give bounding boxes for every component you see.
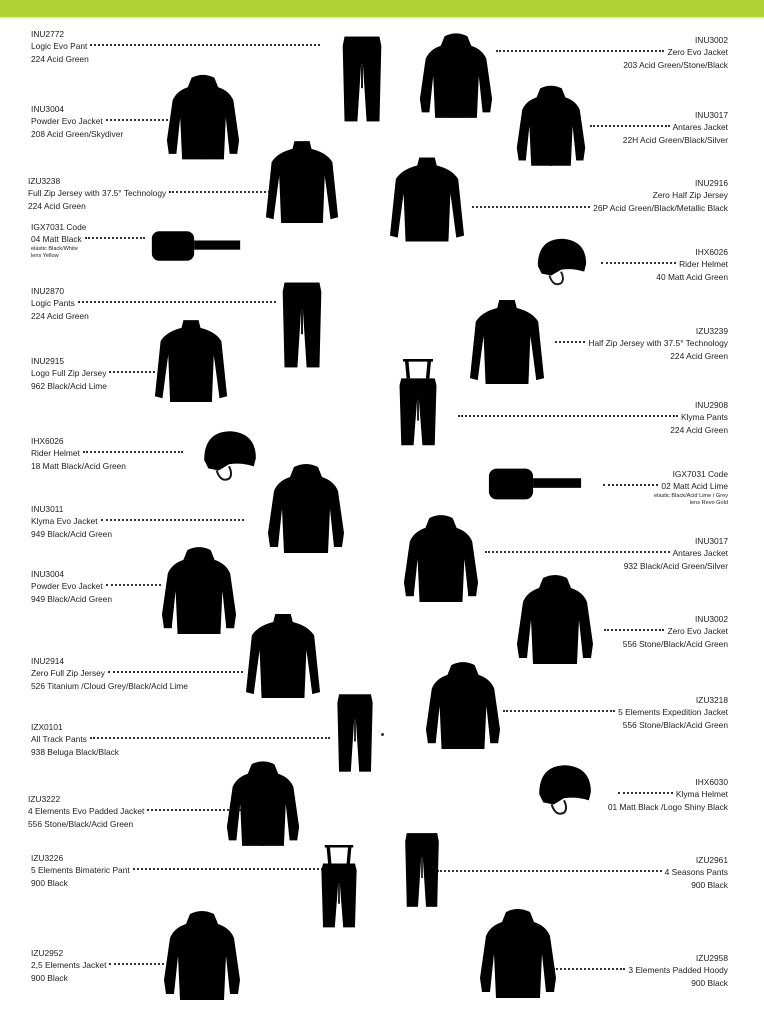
product-image-bib-icon [318,818,360,956]
product-code: IZX0101 [31,722,63,732]
product-code: INU2915 [31,356,65,366]
product-detail: elastic Black/Acid Lime / Grey [654,492,728,499]
product-name: Antares Jacket [587,121,728,133]
product-code: INU3017 [694,536,728,546]
product-code: IZU2952 [31,948,64,958]
product-name: Logo Full Zip Jersey [31,367,158,379]
product-name: Zero Evo Jacket [601,625,728,637]
product-color: 932 Black/Acid Green/Silver [623,560,728,571]
product-color: 900 Black [31,877,68,888]
product-image-jersey-icon [244,604,322,714]
product-code: INU3002 [694,614,728,624]
product-image-jacket-icon [402,505,480,617]
product-code: INU3017 [694,110,728,120]
product-image-pants-icon [334,674,376,792]
product-image-jersey-icon [264,137,340,233]
product-image-jacket-icon [424,652,502,764]
product-name: Zero Full Zip Jersey [31,667,246,679]
product-name: Zero Evo Jacket [493,46,728,58]
product-name: Logic Evo Pant [31,40,323,52]
product-color: 900 Black [691,879,728,890]
product-image-jacket-icon [515,78,587,178]
product-color: 556 Stone/Black/Acid Green [622,638,728,649]
product-code: IHX6026 [31,436,64,446]
product-color: 526 Titanium /Cloud Grey/Black/Acid Lime [31,680,188,691]
product-name: Klyma Pants [455,411,728,423]
product-name: 5 Elements Bimateric Pant [31,864,326,876]
product-name: 4 Seasons Pants [434,866,728,878]
product-color: 556 Stone/Black/Acid Green [622,719,728,730]
product-code: IZU2961 [695,855,728,865]
product-image-jacket-icon [478,898,558,1014]
product-image-goggles-icon [487,466,583,502]
product-code: INU2916 [694,178,728,188]
product-color: 26P Acid Green/Black/Metallic Black [469,202,728,214]
product-image-goggles-icon [150,228,242,264]
product-image-pants-icon [339,20,385,138]
product-image-helmet-icon [198,425,260,487]
product-color: 203 Acid Green/Stone/Black [623,59,728,70]
product-name: Full Zip Jersey with 37.5° Technology [28,187,277,199]
product-image-helmet-icon [533,759,595,821]
product-color: 224 Acid Green [670,350,728,361]
product-code: IZU3222 [28,794,61,804]
product-image-pants-icon [402,808,442,932]
product-color: 224 Acid Green [28,200,86,211]
product-code: INU3004 [31,569,65,579]
product-code: INU2914 [31,656,65,666]
product-color: 224 Acid Green [670,424,728,435]
product-code: IZU3239 [695,326,728,336]
product-code: INU2772 [31,29,65,39]
divider-dot [381,733,384,736]
product-image-jersey-icon [388,150,466,255]
product-code: IZU3218 [695,695,728,705]
product-detail: lens Yellow [31,252,59,259]
product-name: 5 Elements Expedition Jacket [500,706,728,718]
product-name: 4 Elements Evo Padded Jacket [28,805,248,817]
product-detail: elastic Black/White [31,245,78,252]
product-image-jacket-icon [225,750,301,862]
product-color: 949 Black/Acid Green [31,528,113,539]
product-color: 208 Acid Green/Skydiver [31,128,124,139]
product-color: 18 Matt Black/Acid Green [31,460,126,471]
product-code: INU2908 [694,400,728,410]
product-image-pants-icon [279,266,325,384]
product-code: INU2870 [31,286,65,296]
product-code: IHX6026 [695,247,728,257]
product-code: IZU2958 [695,953,728,963]
product-color: 224 Acid Green [31,53,89,64]
product-name: Powder Evo Jacket [31,580,164,592]
product-image-jersey-icon [468,296,546,394]
product-color: 949 Black/Acid Green [31,593,113,604]
product-code: IGX7031 Code [31,222,87,232]
product-image-jacket-icon [165,62,241,177]
product-name: All Track Pants [31,733,333,745]
product-image-jersey-icon [153,316,229,412]
product-color: 556 Stone/Black/Acid Green [28,818,134,829]
product-image-jacket-icon [515,566,595,678]
product-name: Logic Pants [31,297,279,309]
product-code: INU3002 [694,35,728,45]
product-name: Rider Helmet [31,447,186,459]
product-detail: lens Revo Gold [689,499,728,506]
product-color: 900 Black [691,977,728,988]
product-color: 01 Matt Black /Logo Shiny Black [607,801,728,812]
product-image-jacket-icon [418,26,494,130]
product-code: INU3011 [31,504,64,514]
product-code: IGX7031 Code [672,469,728,479]
product-code: IHX6030 [695,777,728,787]
product-name: Zero Half Zip Jersey [652,190,728,201]
product-image-jacket-icon [266,455,346,567]
product-color: 224 Acid Green [31,310,89,321]
product-name: Klyma Evo Jacket [31,515,247,527]
product-code: IZU3226 [31,853,64,863]
product-name: Klyma Helmet [608,788,728,800]
product-code: IZU3238 [28,176,61,186]
product-color: 22H Acid Green/Black/Silver [622,134,728,145]
product-image-bib-icon [396,324,440,482]
product-name: Rider Helmet [598,258,728,270]
product-code: INU3004 [31,104,65,114]
product-color: 40 Matt Acid Green [656,271,728,282]
product-name: Powder Evo Jacket [31,115,171,127]
product-name: Half Zip Jersey with 37.5° Technology [552,337,728,349]
product-color: 938 Beluga Black/Black [31,746,119,757]
product-name: Antares Jacket [482,547,728,559]
product-name: 3 Elements Padded Hoody [550,964,728,976]
product-color: 900 Black [31,972,68,983]
product-image-helmet-icon [532,233,590,291]
product-color: 02 Matt Acid Lime [600,480,728,492]
product-name: 2,5 Elements Jacket [31,959,167,971]
product-color: 962 Black/Acid Lime [31,380,107,391]
product-image-jacket-icon [162,903,242,1013]
product-color: 04 Matt Black [31,233,148,245]
product-image-jacket-icon [160,538,238,648]
